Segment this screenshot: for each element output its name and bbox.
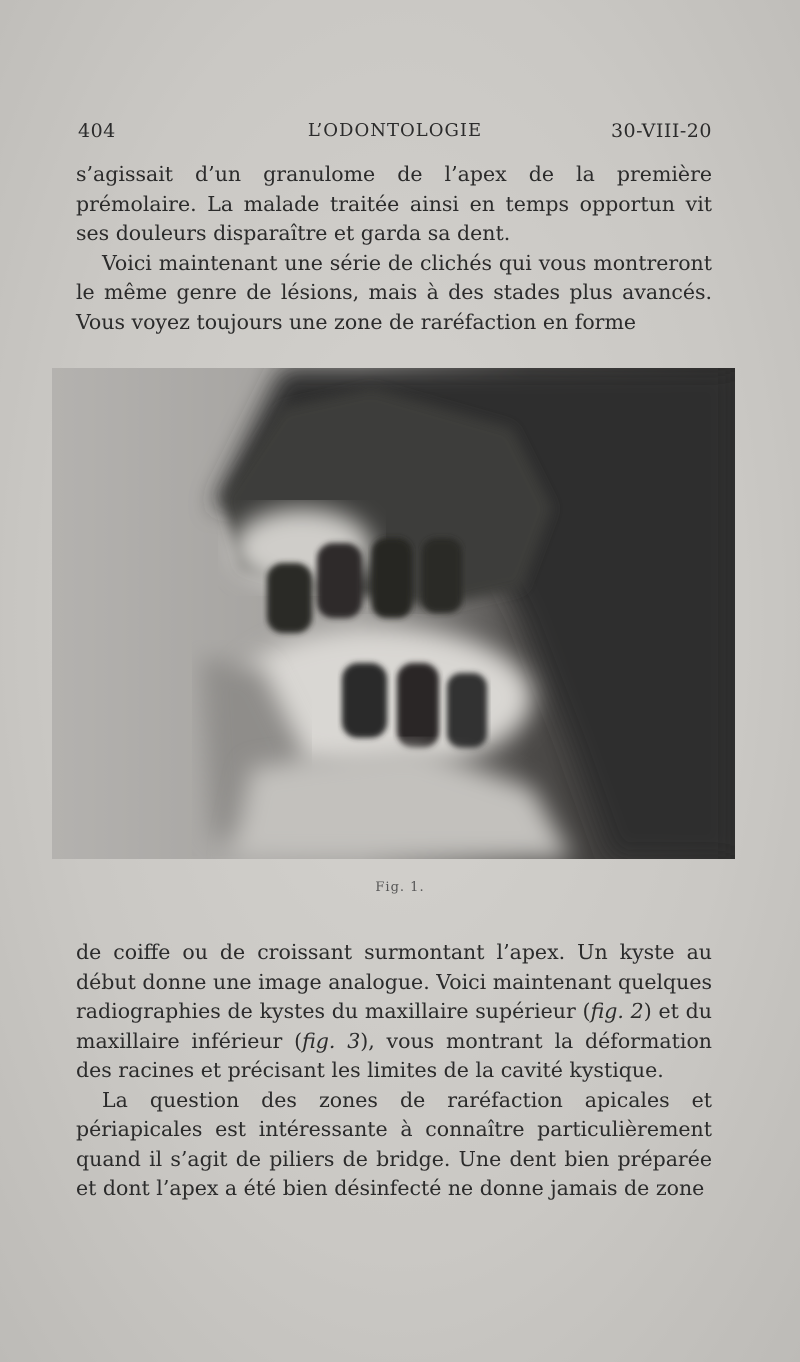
page-number: 404 [78,120,116,142]
figure-caption: Fig. 1. [375,880,425,895]
paragraph: La question des zones de raréfaction apicales et périapicales est intéressante à connaître particulièrement quand il s’agit de piliers de bridge. Une dent bien préparée et dont l’apex a été bien désinfecté ne donne jamais de zone [76,1087,712,1200]
journal-title: L’ODONTOLOGIE [307,120,483,141]
issue-date: 30-VIII-20 [610,120,712,142]
paragraph-text: ), vous montrant la déformation des racines et précisant les limites de la cavité kystique. [76,1028,712,1082]
text-block-bottom [76,938,712,1204]
text-block-top [76,160,712,337]
running-head [78,120,712,146]
figure-reference: fig. 3 [302,1028,361,1053]
paragraph: Voici maintenant une série de clichés qui vous montreront le même genre de lésions, mais à des stades plus avancés. Vous voyez toujours une zone de raréfaction en forme [76,250,712,334]
radiograph-figure [52,368,735,859]
paragraph-text: de coiffe ou de croissant surmontant l’apex. Un kyste au début donne une image analogue. Voici maintenant quelques radiographies de kystes du maxillaire supérieur ( [76,940,712,1023]
paragraph-text: ) et du maxillaire inférieur ( [76,999,713,1053]
radiograph-image [52,368,735,859]
paragraph: s’agissait d’un granulome de l’apex de la première prémolaire. La malade traitée ainsi en temps opportun vit ses douleurs disparaître et garda sa dent. [76,162,712,245]
paragraph [76,938,712,1086]
figure-reference: fig. 2 [590,999,644,1023]
